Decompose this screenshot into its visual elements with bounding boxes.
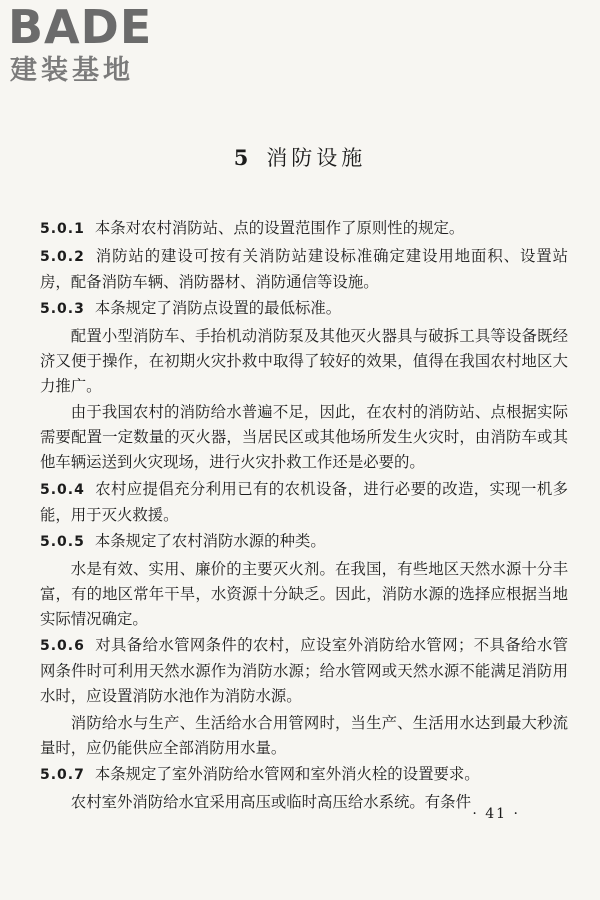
paragraph-text: 对具备给水管网条件的农村，应设室外消防给水管网；不具备给水管网条件时可利用天然水源作为消防水源；给水管网或天然水源不能满足消防用水时，应设置消防水池作为消防水源。 bbox=[40, 636, 568, 705]
page-number: · 41 · bbox=[472, 806, 520, 822]
paragraph-text: 本条对农村消防站、点的设置范围作了原则性的规定。 bbox=[94, 219, 465, 237]
paragraph-text: 农村应提倡充分利用已有的农机设备，进行必要的改造，实现一机多能，用于灭火救援。 bbox=[40, 479, 568, 524]
clause-number: 5.0.7 bbox=[40, 767, 85, 783]
paragraph-text: 由于我国农村的消防给水普遍不足，因此，在农村的消防站、点根据实际需要配置一定数量的灭火器，当居民区或其他场所发生火灾时，由消防车或其他车辆运送到火灾现场，进行火灾扑救工作还是必要的。 bbox=[40, 403, 568, 471]
paragraph-5-0-7 bbox=[40, 762, 568, 788]
clause-number: 5.0.4 bbox=[40, 481, 85, 498]
paragraph-5-0-3 bbox=[40, 296, 568, 322]
section-heading bbox=[0, 144, 600, 172]
paragraph-5-0-4 bbox=[40, 477, 568, 528]
clause-number: 5.0.3 bbox=[40, 301, 85, 317]
logo-subtitle: 建装基地 bbox=[10, 55, 134, 86]
paragraph-5-0-5 bbox=[40, 529, 568, 555]
section-number: 5 bbox=[233, 145, 253, 170]
clause-number: 5.0.1 bbox=[40, 221, 85, 237]
paragraph-5-0-1 bbox=[40, 216, 568, 242]
bade-logo bbox=[8, 0, 178, 88]
document-body bbox=[40, 216, 568, 816]
paragraph-text-block bbox=[40, 324, 568, 399]
paragraph-text-block bbox=[40, 711, 568, 761]
clause-number: 5.0.2 bbox=[40, 248, 85, 265]
paragraph-text: 本条规定了消防点设置的最低标准。 bbox=[94, 299, 342, 317]
paragraph-text: 水是有效、实用、廉价的主要灭火剂。在我国，有些地区天然水源十分丰富，有的地区常年干旱，水资源十分缺乏。因此，消防水源的选择应根据当地实际情况确定。 bbox=[40, 559, 568, 628]
logo-brand: BADE bbox=[8, 0, 153, 54]
paragraph-5-0-2 bbox=[40, 244, 568, 295]
clause-number: 5.0.5 bbox=[40, 534, 85, 550]
paragraph-text: 配置小型消防车、手抬机动消防泵及其他灭火器具与破拆工具等设备既经济又便于操作，在初期火灾扑救中取得了较好的效果，值得在我国农村地区大力推广。 bbox=[40, 326, 568, 395]
paragraph-text: 消防站的建设可按有关消防站建设标准确定建设用地面积、设置站房，配备消防车辆、消防器材、消防通信等设施。 bbox=[40, 246, 568, 291]
paragraph-text: 本条规定了室外消防给水管网和室外消火栓的设置要求。 bbox=[94, 765, 480, 783]
paragraph-text: 消防给水与生产、生活给水合用管网时，当生产、生活用水达到最大秒流量时，应仍能供应全部消防用水量。 bbox=[40, 713, 568, 757]
paragraph-5-0-6 bbox=[40, 633, 568, 709]
paragraph-text-block bbox=[40, 557, 568, 632]
paragraph-text-block bbox=[40, 400, 568, 475]
paragraph-text: 农村室外消防给水宜采用高压或临时高压给水系统。有条件 bbox=[70, 792, 471, 811]
clause-number: 5.0.6 bbox=[40, 638, 85, 654]
paragraph-text: 本条规定了农村消防水源的种类。 bbox=[94, 532, 326, 550]
section-title: 消防设施 bbox=[266, 146, 367, 170]
